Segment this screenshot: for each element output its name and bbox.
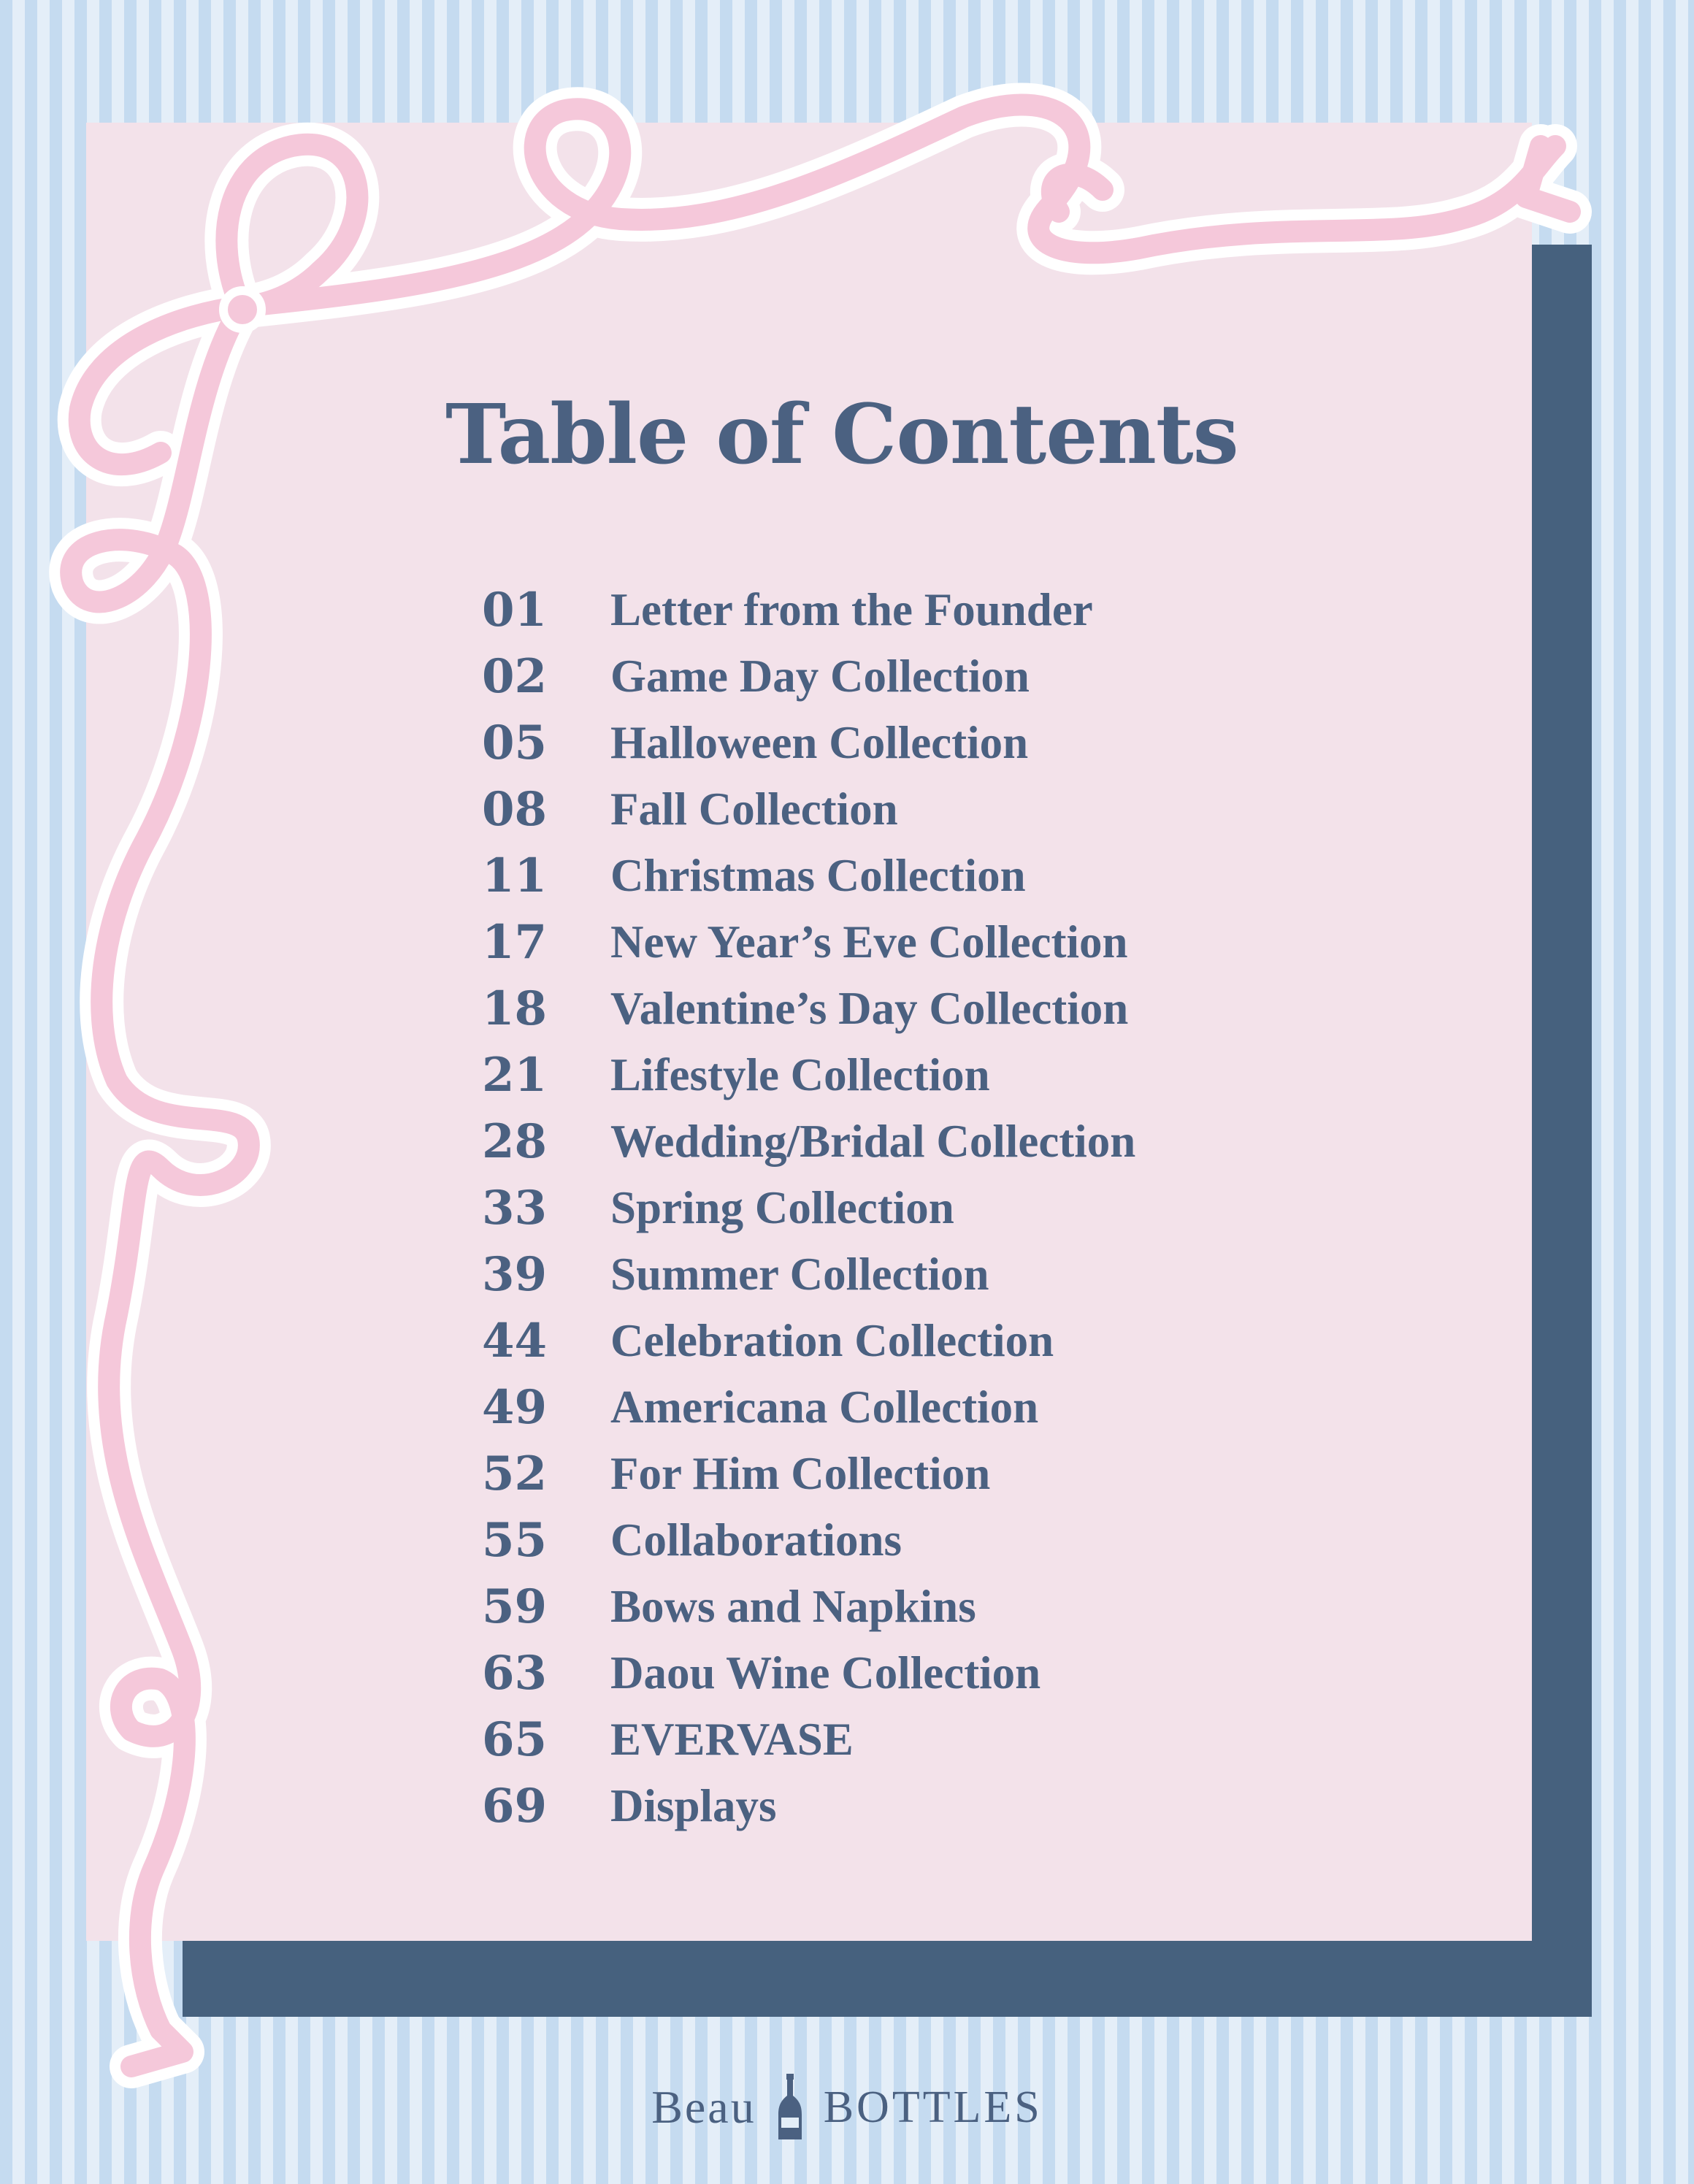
toc-page-number: 59 [482, 1579, 548, 1634]
toc-page-number: 44 [482, 1314, 548, 1368]
toc-entry[interactable] [482, 1441, 1431, 1507]
brand-word-beau: Beau [651, 2081, 756, 2133]
toc-entry[interactable] [482, 643, 1431, 710]
toc-page-number: 11 [482, 848, 548, 903]
toc-label: Letter from the Founder [610, 584, 1093, 635]
toc-label: EVERVASE [610, 1714, 854, 1765]
toc-label: Christmas Collection [610, 850, 1026, 901]
toc-label: Lifestyle Collection [610, 1049, 990, 1100]
toc-entry[interactable] [482, 1773, 1431, 1839]
toc-label: New Year’s Eve Collection [610, 916, 1128, 968]
toc-label: Celebration Collection [610, 1315, 1054, 1366]
toc-page-number: 49 [482, 1380, 548, 1435]
toc-page-number: 28 [482, 1114, 548, 1169]
toc-entry[interactable] [482, 776, 1431, 843]
toc-entry[interactable] [482, 577, 1431, 643]
toc-page-number: 63 [482, 1646, 548, 1701]
toc-page-number: 08 [482, 782, 548, 837]
brand-word-bottles: BOTTLES [823, 2082, 1043, 2132]
toc-entry[interactable] [482, 1175, 1431, 1241]
toc-label: Bows and Napkins [610, 1581, 976, 1632]
toc-entry[interactable] [482, 843, 1431, 909]
toc-entry[interactable] [482, 1574, 1431, 1640]
toc-entry[interactable] [482, 1241, 1431, 1308]
toc-label: Halloween Collection [610, 717, 1029, 768]
toc-label: Game Day Collection [610, 651, 1030, 702]
toc-page-number: 39 [482, 1247, 548, 1302]
toc-entry[interactable] [482, 1706, 1431, 1773]
toc-entry[interactable] [482, 1374, 1431, 1441]
toc-entry[interactable] [482, 1640, 1431, 1706]
toc-page-number: 55 [482, 1513, 548, 1568]
toc-page-number: 21 [482, 1048, 548, 1103]
toc-label: Displays [610, 1780, 777, 1831]
toc-label: Americana Collection [610, 1382, 1039, 1433]
toc-label: Wedding/Bridal Collection [610, 1116, 1136, 1167]
toc-entry[interactable] [482, 976, 1431, 1042]
toc-page-number: 52 [482, 1447, 548, 1501]
brand-logo [0, 2072, 1694, 2142]
toc-entry[interactable] [482, 909, 1431, 976]
toc-page-number: 05 [482, 716, 548, 770]
toc-page-number: 65 [482, 1712, 548, 1767]
toc-entry[interactable] [482, 1507, 1431, 1574]
toc-label: Valentine’s Day Collection [610, 983, 1129, 1034]
toc-page-number: 69 [482, 1779, 548, 1834]
page-title: Table of Contents [445, 387, 1238, 483]
toc-entry[interactable] [482, 1308, 1431, 1374]
toc-page-number: 33 [482, 1181, 548, 1235]
toc-label: Summer Collection [610, 1249, 989, 1300]
bottle-icon [775, 2072, 805, 2142]
toc-page-number: 01 [482, 583, 548, 637]
toc-label: Collaborations [610, 1514, 902, 1566]
toc-entry[interactable] [482, 710, 1431, 776]
toc-page-number: 17 [482, 915, 548, 970]
toc-entry[interactable] [482, 1042, 1431, 1108]
table-of-contents [482, 577, 1431, 1839]
toc-entry[interactable] [482, 1108, 1431, 1175]
toc-label: Daou Wine Collection [610, 1647, 1041, 1698]
toc-page-number: 18 [482, 981, 548, 1036]
toc-page-number: 02 [482, 649, 548, 704]
toc-label: Fall Collection [610, 783, 898, 835]
toc-label: Spring Collection [610, 1182, 954, 1233]
toc-label: For Him Collection [610, 1448, 991, 1499]
